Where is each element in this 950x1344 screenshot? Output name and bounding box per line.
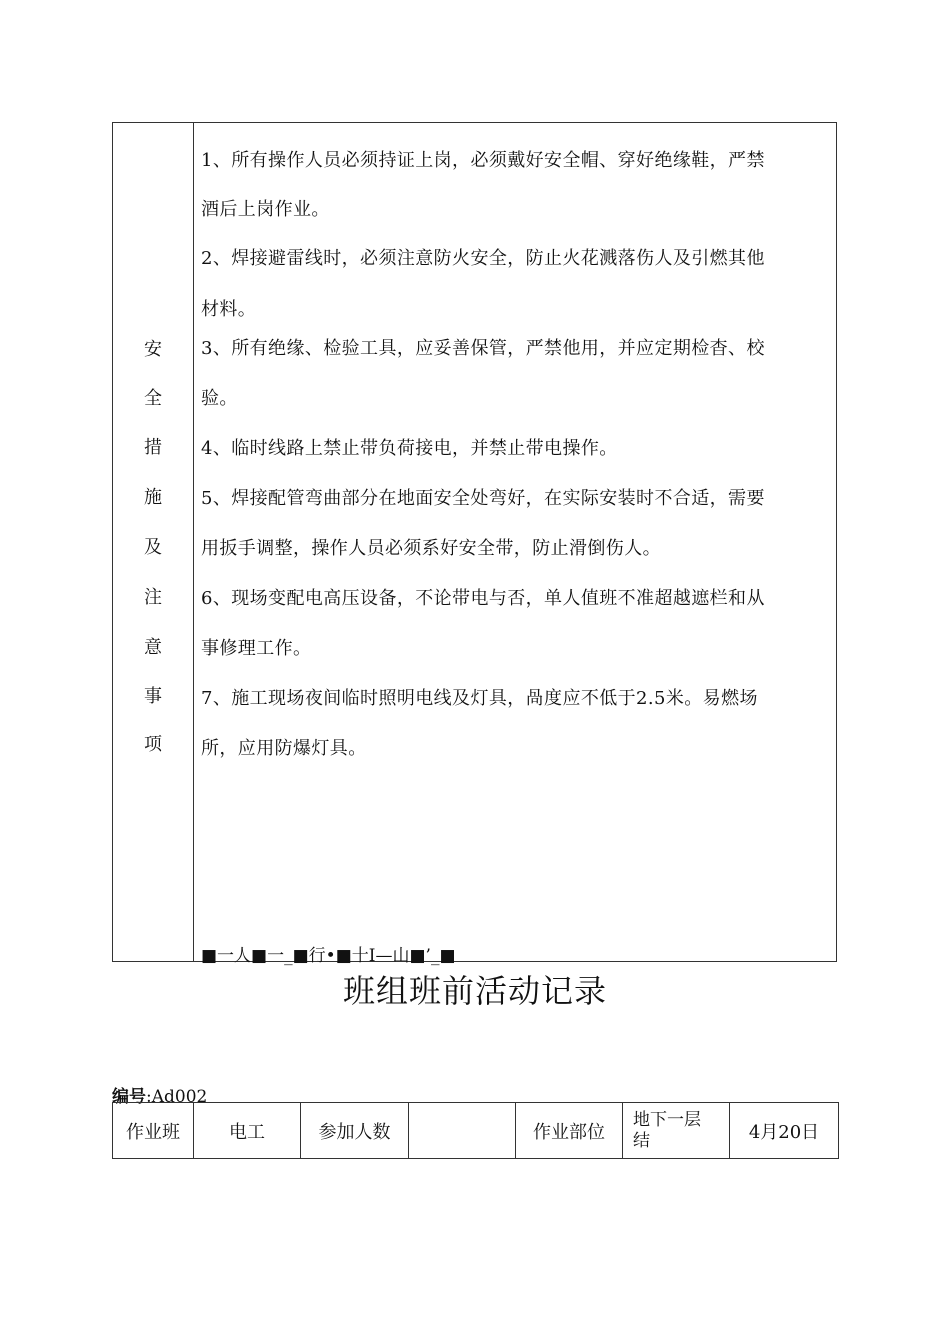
measure-line: 材料。	[201, 299, 257, 320]
participants-value	[409, 1103, 516, 1159]
label-char: 事	[144, 686, 162, 707]
measure-line: 验。	[201, 388, 238, 409]
date-value: 4月20日	[730, 1103, 839, 1159]
safety-measures-table	[112, 122, 837, 966]
measure-line: 事修理工作。	[201, 638, 312, 659]
measure-line: 6、现场变配电高压设备，不论带电与否，单人值班不准超越遮栏和从	[201, 588, 765, 609]
info-table	[112, 1102, 839, 1159]
location-value-line2: 结	[633, 1130, 650, 1151]
code-label: 编号	[112, 1087, 146, 1107]
measure-line: 5、焊接配管弯曲部分在地面安全处弯好，在实际安装时不合适，需要	[201, 488, 765, 509]
measure-line: 7、施工现场夜间临时照明电线及灯具，咼度应不低于2.5米。易燃场	[201, 688, 758, 709]
page-title: 班组班前活动记录	[342, 972, 607, 1010]
measure-line: 4、临时线路上禁止带负荷接电，并禁止带电操作。	[201, 438, 618, 459]
label-char: 意	[144, 637, 162, 658]
participants-label: 参加人数	[301, 1103, 409, 1159]
team-label: 作业班	[113, 1103, 194, 1159]
location-label: 作业部位	[516, 1103, 623, 1159]
label-char: 及	[144, 537, 162, 558]
measure-line: 2、焊接避雷线时，必须注意防火安全，防止火花溅落伤人及引燃其他	[201, 248, 765, 269]
label-char: 施	[144, 487, 162, 508]
label-char: 注	[144, 587, 162, 608]
label-char: 项	[144, 734, 162, 755]
location-value	[623, 1103, 730, 1159]
garbled-footer-text: ■一人■一_■行•■十I—山■’_■	[201, 946, 456, 966]
measure-line: 3、所有绝缘、检验工具，应妥善保管，严禁他用，并应定期检杳、校	[201, 338, 765, 359]
measure-line: 所，应用防爆灯具。	[201, 738, 367, 759]
location-value-line1: 地下一层	[633, 1109, 701, 1130]
label-char: 措	[144, 437, 162, 458]
team-value: 电工	[194, 1103, 301, 1159]
code-value: :Ad002	[146, 1087, 208, 1107]
measure-line: 酒后上岗作业。	[201, 199, 330, 220]
measure-line: 用扳手调整，操作人员必须系好安全带，防止滑倒伤人。	[201, 538, 661, 559]
measure-line: 1、所有操作人员必须持证上岗，必须戴好安全帽、穿好绝缘鞋，严禁	[201, 150, 765, 171]
label-char: 安	[144, 339, 162, 360]
label-char: 全	[144, 388, 162, 409]
column-divider	[193, 123, 194, 961]
